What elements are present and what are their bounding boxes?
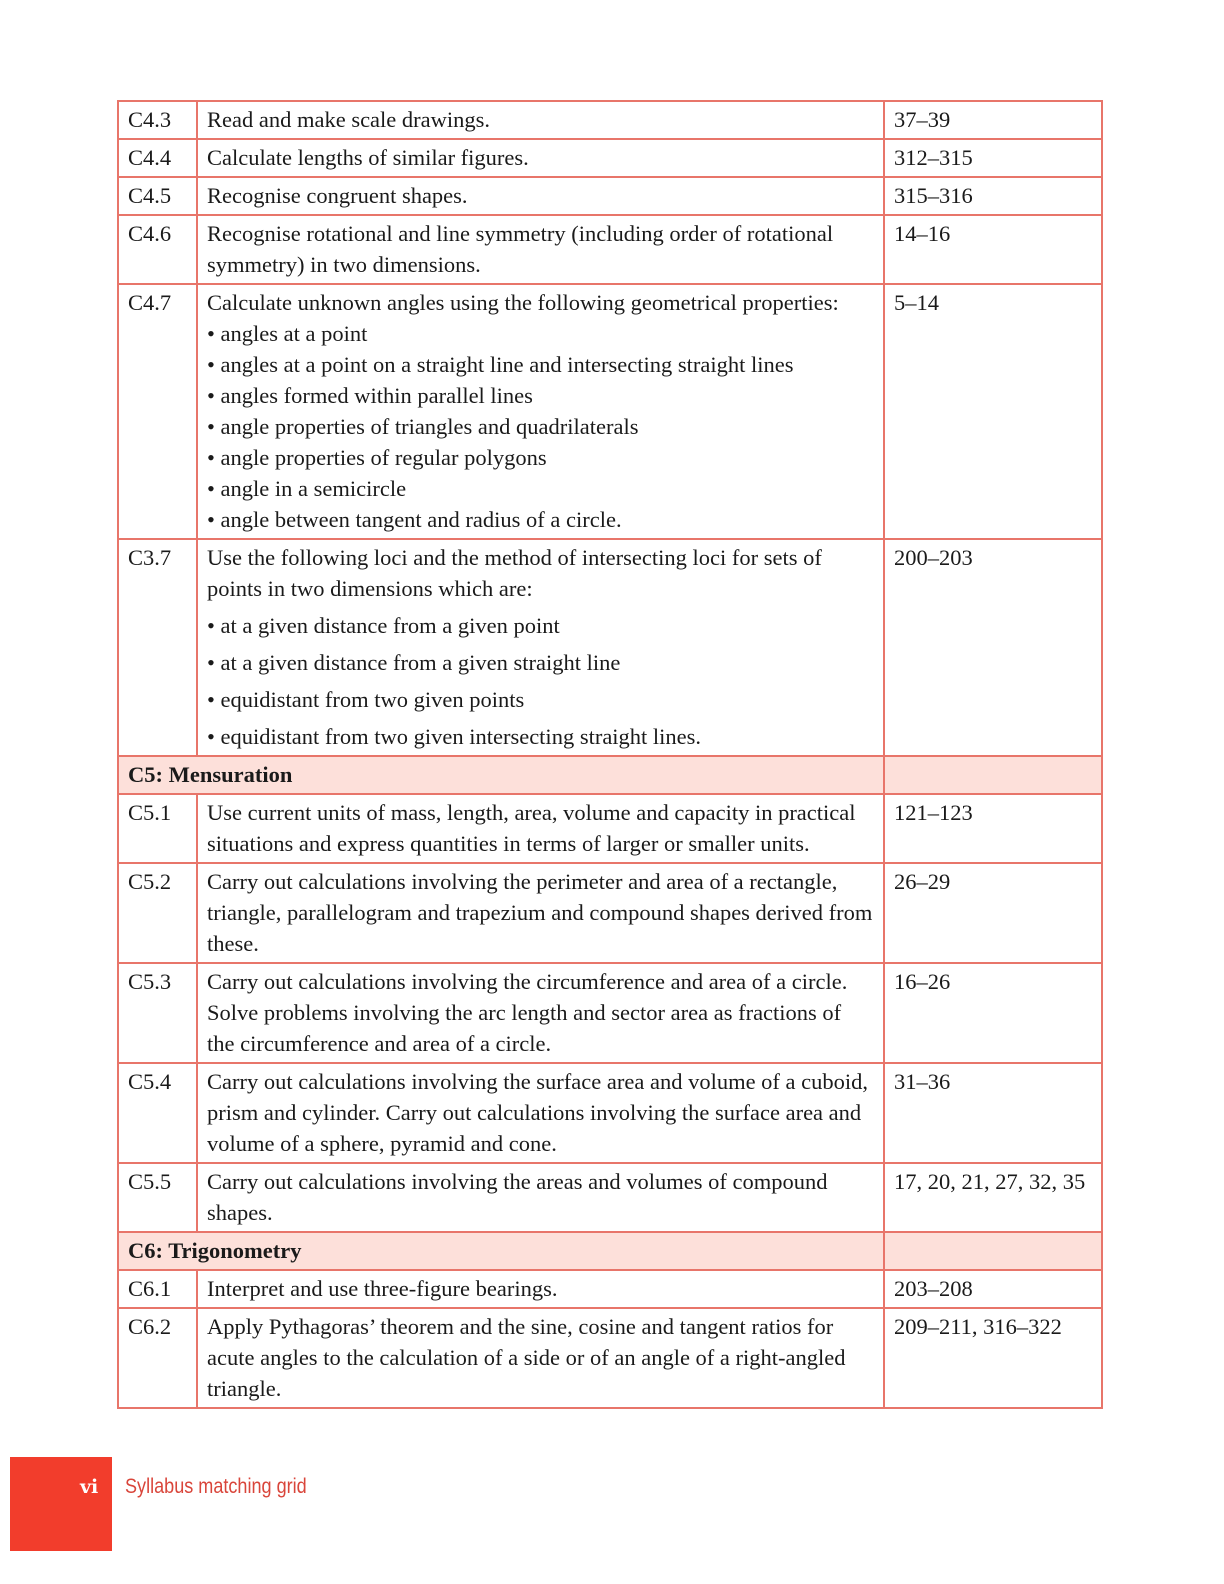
running-footer-title: Syllabus matching grid xyxy=(125,1475,307,1498)
section-header-row xyxy=(118,1232,1102,1270)
objective-code: C6.2 xyxy=(118,1308,197,1408)
bullet-item: • angle properties of regular polygons xyxy=(207,442,874,473)
page-refs: 209–211, 316–322 xyxy=(884,1308,1102,1408)
table-row xyxy=(118,139,1102,177)
page-number-tab xyxy=(10,1457,112,1551)
objective-code: C3.7 xyxy=(118,539,197,756)
objective-text: Carry out calculations involving the areas and volumes of compound shapes. xyxy=(197,1163,884,1232)
table-row xyxy=(118,794,1102,863)
bullet-item: • angles at a point xyxy=(207,318,874,349)
bullet-list xyxy=(207,610,874,752)
objective-code: C4.5 xyxy=(118,177,197,215)
bullet-item: • equidistant from two given intersecting straight lines. xyxy=(207,721,874,752)
section-title: C6: Trigonometry xyxy=(118,1232,884,1270)
page-refs: 16–26 xyxy=(884,963,1102,1063)
bullet-list xyxy=(207,318,874,535)
objective-code: C5.2 xyxy=(118,863,197,963)
page-refs: 26–29 xyxy=(884,863,1102,963)
objective-code: C5.1 xyxy=(118,794,197,863)
objective-code: C5.3 xyxy=(118,963,197,1063)
objective-text: Apply Pythagoras’ theorem and the sine, cosine and tangent ratios for acute angles to the calculation of a side or of an angle of a right-angled triangle. xyxy=(197,1308,884,1408)
objective-code: C5.4 xyxy=(118,1063,197,1163)
page-refs: 203–208 xyxy=(884,1270,1102,1308)
bullet-item: • angles at a point on a straight line and intersecting straight lines xyxy=(207,349,874,380)
table-row xyxy=(118,177,1102,215)
bullet-item: • angle in a semicircle xyxy=(207,473,874,504)
page-refs: 17, 20, 21, 27, 32, 35 xyxy=(884,1163,1102,1232)
section-title: C5: Mensuration xyxy=(118,756,884,794)
objective-code: C6.1 xyxy=(118,1270,197,1308)
section-empty-cell xyxy=(884,1232,1102,1270)
section-empty-cell xyxy=(884,756,1102,794)
objective-text: Use current units of mass, length, area, volume and capacity in practical situations and express quantities in terms of larger or smaller units. xyxy=(197,794,884,863)
page-refs: 14–16 xyxy=(884,215,1102,284)
table-row xyxy=(118,1270,1102,1308)
table-row xyxy=(118,215,1102,284)
objective-text: Carry out calculations involving the perimeter and area of a rectangle, triangle, parallelogram and trapezium and compound shapes derived from these. xyxy=(197,863,884,963)
objective-text: Calculate lengths of similar figures. xyxy=(197,139,884,177)
objective-code: C4.6 xyxy=(118,215,197,284)
page-refs: 200–203 xyxy=(884,539,1102,756)
page-refs: 315–316 xyxy=(884,177,1102,215)
page-refs: 31–36 xyxy=(884,1063,1102,1163)
objective-text: Carry out calculations involving the surface area and volume of a cuboid, prism and cylinder. Carry out calculations involving the surface area and volume of a sphere, pyramid and cone. xyxy=(197,1063,884,1163)
objective-cell xyxy=(197,284,884,539)
bullet-item: • at a given distance from a given straight line xyxy=(207,647,874,678)
objective-code: C4.4 xyxy=(118,139,197,177)
table-row xyxy=(118,863,1102,963)
page-refs: 121–123 xyxy=(884,794,1102,863)
page-refs: 312–315 xyxy=(884,139,1102,177)
bullet-item: • angle between tangent and radius of a circle. xyxy=(207,504,874,535)
table-row xyxy=(118,1063,1102,1163)
table-row xyxy=(118,1308,1102,1408)
objective-code: C5.5 xyxy=(118,1163,197,1232)
page-number: vi xyxy=(80,1476,99,1498)
objective-text: Carry out calculations involving the circumference and area of a circle. Solve problems involving the arc length and sector area as fractions of the circumference and area of a circle. xyxy=(197,963,884,1063)
table-row xyxy=(118,1163,1102,1232)
objective-text: Interpret and use three-figure bearings. xyxy=(197,1270,884,1308)
objective-text: Recognise congruent shapes. xyxy=(197,177,884,215)
page-refs: 37–39 xyxy=(884,101,1102,139)
objective-text: Use the following loci and the method of intersecting loci for sets of points in two dimensions which are: xyxy=(207,545,822,601)
objective-cell xyxy=(197,539,884,756)
page-refs: 5–14 xyxy=(884,284,1102,539)
objective-text: Read and make scale drawings. xyxy=(197,101,884,139)
table-row xyxy=(118,101,1102,139)
bullet-item: • angles formed within parallel lines xyxy=(207,380,874,411)
table-row xyxy=(118,963,1102,1063)
bullet-item: • equidistant from two given points xyxy=(207,684,874,715)
objective-code: C4.7 xyxy=(118,284,197,539)
objective-code: C4.3 xyxy=(118,101,197,139)
bullet-item: • at a given distance from a given point xyxy=(207,610,874,641)
bullet-item: • angle properties of triangles and quadrilaterals xyxy=(207,411,874,442)
section-header-row xyxy=(118,756,1102,794)
table-row xyxy=(118,284,1102,539)
objective-text: Recognise rotational and line symmetry (including order of rotational symmetry) in two dimensions. xyxy=(197,215,884,284)
objective-text: Calculate unknown angles using the following geometrical properties: xyxy=(207,290,839,315)
table-row xyxy=(118,539,1102,756)
syllabus-grid-table xyxy=(117,100,1103,1409)
